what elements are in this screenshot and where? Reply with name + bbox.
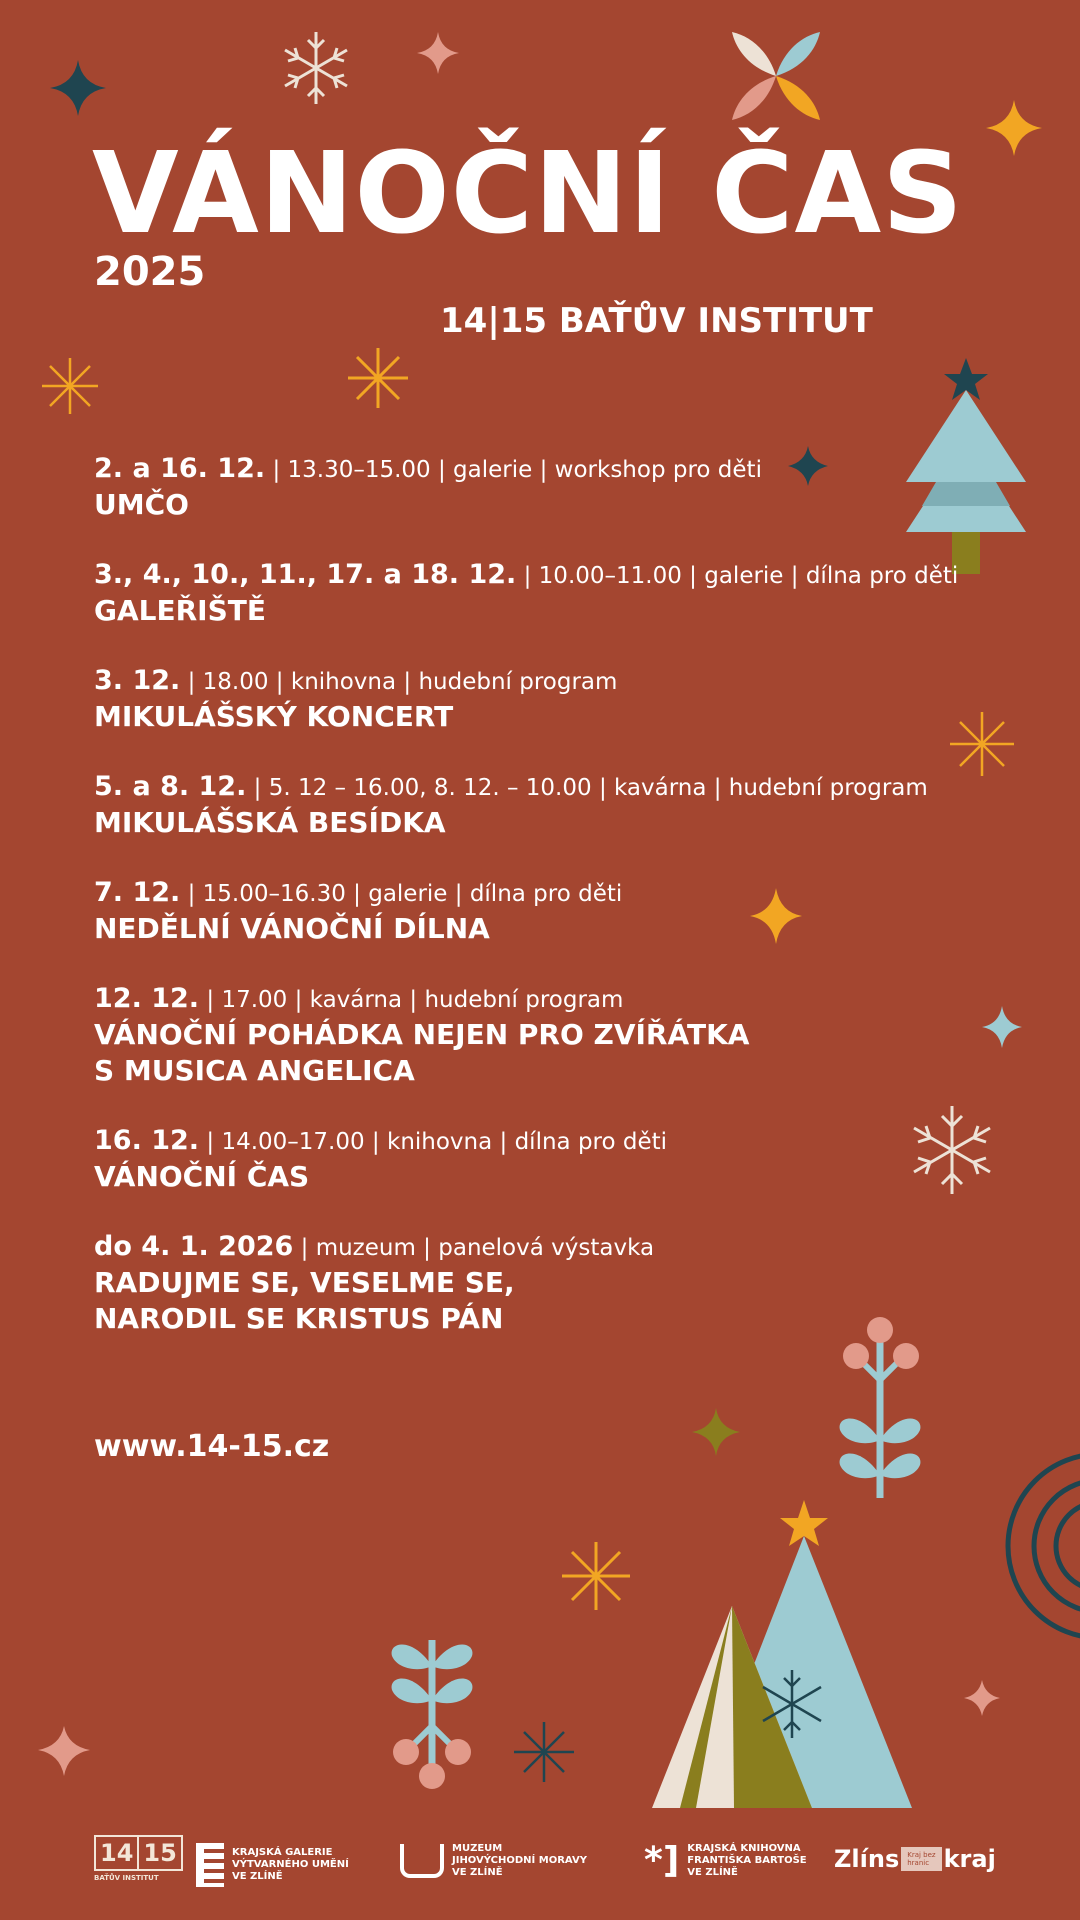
museum-name: MUZEUM JIHOVÝCHODNÍ MORAVY VE ZLÍNĚ [452,1843,587,1878]
event-details: 18.00 | knihovna | hudební program [202,669,618,695]
logo-1415-right: 15 [137,1837,180,1869]
starburst-icon [42,358,98,414]
library-name: KRAJSKÁ KNIHOVNA FRANTIŠKA BARTOŠE VE ZLÍNĚ [687,1843,807,1878]
event-name-line-2: S MUSICA ANGELICA [94,1054,415,1087]
event-details: 13.30–15.00 | galerie | workshop pro děti [287,457,762,483]
event-details: 10.00–11.00 | galerie | dílna pro děti [538,563,959,589]
starburst-icon [348,348,408,408]
event-name: UMČO [94,488,189,521]
pinwheel-icon [732,32,820,120]
event-date: do 4. 1. 2026 [94,1231,294,1262]
event-date: 16. 12. [94,1125,200,1156]
logo-1415-caption: BAŤŮV INSTITUT [94,1874,159,1882]
event-name: GALEŘIŠTĚ [94,594,266,627]
event-name: MIKULÁŠSKÝ KONCERT [94,700,454,733]
event-item: 3., 4., 10., 11., 17. a 18. 12. | 10.00–11.00 | galerie | dílna pro děti GALEŘIŠTĚ [94,559,959,627]
snowflake-icon [285,32,347,104]
christmas-tree-icon [906,358,1026,574]
museum-mark-icon [400,1844,444,1878]
event-date: 7. 12. [94,877,181,908]
event-name: VÁNOČNÍ POHÁDKA NEJEN PRO ZVÍŘÁTKA [94,1018,750,1051]
event-details: 14.00–17.00 | knihovna | dílna pro děti [221,1129,668,1155]
event-item: 2. a 16. 12. | 13.30–15.00 | galerie | workshop pro děti UMČO [94,452,914,523]
event-item: 7. 12. | 15.00–16.30 | galerie | dílna pro děti NEDĚLNÍ VÁNOČNÍ DÍLNA [94,876,914,947]
region-text-right: kraj [943,1845,996,1873]
library-mark-icon: *] [644,1840,680,1881]
venue-label: 14|15 BAŤŮV INSTITUT [440,301,873,341]
event-item: 16. 12. | 14.00–17.00 | knihovna | dílna pro děti VÁNOČNÍ ČAS [94,1124,914,1195]
sparkle-icon [964,1680,1000,1716]
event-details: 5. 12 – 16.00, 8. 12. – 10.00 | kavárna | hudební program [268,775,928,801]
snowflake-icon [914,1106,990,1194]
logo-1415 [94,1835,183,1882]
region-badge: Kraj bez hranic [901,1847,941,1871]
event-name: MIKULÁŠSKÁ BESÍDKA [94,806,446,839]
event-date: 2. a 16. 12. [94,453,266,484]
sparkle-icon [986,100,1042,156]
concentric-arcs-icon [1008,1454,1080,1638]
event-name: VÁNOČNÍ ČAS [94,1160,310,1193]
sparkle-icon [692,1408,740,1456]
gallery-mark-icon [196,1843,224,1887]
logo-1415-left: 14 [100,1839,134,1867]
logo-region [834,1845,996,1873]
event-item: 3. 12. | 18.00 | knihovna | hudební program MIKULÁŠSKÝ KONCERT [94,664,914,735]
event-details: 15.00–16.30 | galerie | dílna pro děti [202,881,623,907]
event-date: 3., 4., 10., 11., 17. a 18. 12. [94,559,517,590]
starburst-icon [514,1722,574,1782]
sparkle-icon [38,1726,90,1776]
logo-1415-box [94,1835,183,1871]
logo-library [644,1840,807,1881]
sparkle-icon [50,60,106,116]
event-item: 5. a 8. 12. | 5. 12 – 16.00, 8. 12. – 10.00 | kavárna | hudební program MIKULÁŠSKÁ BESÍDKA [94,771,928,839]
starburst-icon [562,1542,630,1610]
region-text-left: Zlíns [834,1845,900,1873]
event-item: 12. 12. | 17.00 | kavárna | hudební program VÁNOČNÍ POHÁDKA NEJEN PRO ZVÍŘÁTKA S MUSICA ANGELICA [94,982,914,1089]
berry-plant-icon [392,1640,473,1789]
event-date: 5. a 8. 12. [94,771,247,802]
website-link[interactable]: www.14-15.cz [94,1429,330,1464]
logo-museum [400,1843,587,1879]
event-date: 3. 12. [94,665,181,696]
year-label: 2025 [94,249,206,295]
page-title: VÁNOČNÍ ČAS [92,129,964,259]
event-details: muzeum | panelová výstavka [315,1235,655,1261]
event-item: do 4. 1. 2026 | muzeum | panelová výstavka RADUJME SE, VESELME SE, NARODIL SE KRISTUS PÁN [94,1230,914,1337]
tents-illustration [652,1500,912,1808]
event-name-line-2: NARODIL SE KRISTUS PÁN [94,1302,504,1335]
event-name: RADUJME SE, VESELME SE, [94,1266,515,1299]
event-details: 17.00 | kavárna | hudební program [221,987,624,1013]
starburst-icon [950,712,1014,776]
events-list [94,452,959,1372]
footer-logos [0,1835,1080,1905]
gallery-name: KRAJSKÁ GALERIE VÝTVARNÉHO UMĚNÍ VE ZLÍNĚ [232,1847,349,1882]
sparkle-icon [417,32,459,74]
sparkle-icon [982,1006,1022,1048]
event-date: 12. 12. [94,983,200,1014]
event-name: NEDĚLNÍ VÁNOČNÍ DÍLNA [94,912,490,945]
logo-gallery [196,1843,349,1887]
